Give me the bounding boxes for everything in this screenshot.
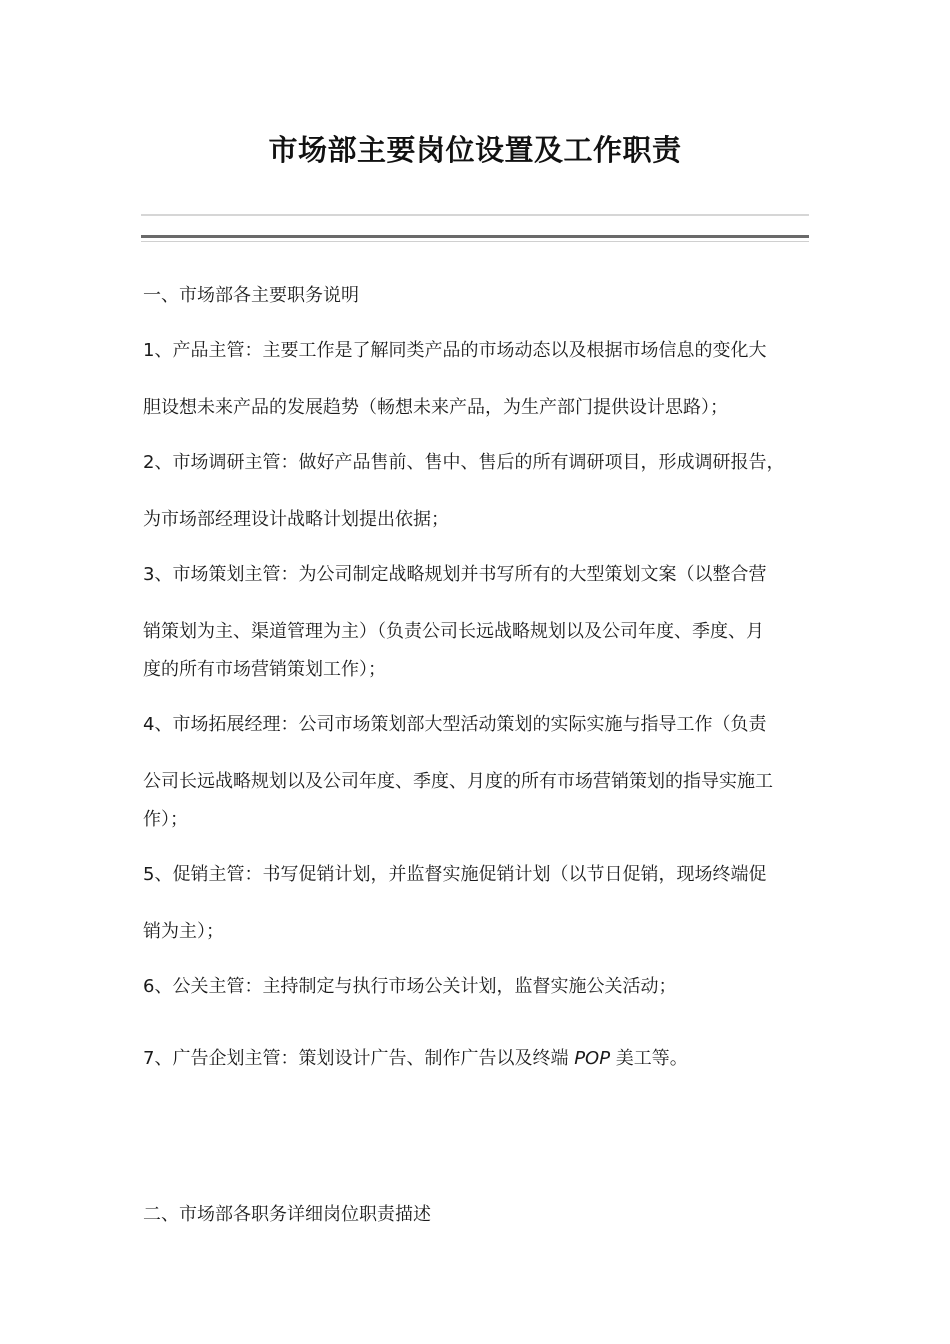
item-3-line-1 xyxy=(143,560,823,586)
item-3-line-3: 度的所有市场营销策划工作）； xyxy=(143,659,386,680)
item-7-text-before: 、广告企划主管：策划设计广告、制作广告以及终端 xyxy=(154,1048,575,1069)
item-1-line-2: 胆设想未来产品的发展趋势（畅想未来产品，为生产部门提供设计思路）； xyxy=(143,397,728,418)
item-1-text-1: 、产品主管：主要工作是了解同类产品的市场动态以及根据市场信息的变化大 xyxy=(154,340,767,361)
item-3-number: 3 xyxy=(143,564,155,585)
item-4-line-1 xyxy=(143,710,823,736)
item-5-number: 5 xyxy=(143,864,155,885)
item-6-number: 6 xyxy=(143,976,155,997)
section-1-heading: 一、市场部各主要职务说明 xyxy=(143,285,359,306)
item-7-line-1 xyxy=(143,1044,823,1070)
item-5-text-1: 、促销主管：书写促销计划，并监督实施促销计划（以节日促销，现场终端促 xyxy=(154,864,767,885)
title-divider-shadow xyxy=(141,241,809,242)
item-6-text-1: 、公关主管：主持制定与执行市场公关计划，监督实施公关活动； xyxy=(154,976,677,997)
item-3-text-1: 、市场策划主管：为公司制定战略规划并书写所有的大型策划文案（以整合营 xyxy=(154,564,767,585)
item-2-line-1 xyxy=(143,448,823,474)
item-4-text-1: 、市场拓展经理：公司市场策划部大型活动策划的实际实施与指导工作（负责 xyxy=(154,714,767,735)
item-7-text-after: 美工等。 xyxy=(610,1048,688,1069)
item-7-latin-pop: POP xyxy=(574,1048,611,1069)
title-divider-thin xyxy=(141,214,809,216)
item-1-number: 1 xyxy=(143,340,155,361)
item-4-number: 4 xyxy=(143,714,155,735)
section-2-heading: 二、市场部各职务详细岗位职责描述 xyxy=(143,1204,431,1225)
item-4-line-2: 公司长远战略规划以及公司年度、季度、月度的所有市场营销策划的指导实施工 xyxy=(143,771,773,792)
item-5-line-1 xyxy=(143,860,823,886)
item-7-number: 7 xyxy=(143,1048,155,1069)
item-3-line-2: 销策划为主、渠道管理为主）（负责公司长远战略规划以及公司年度、季度、月 xyxy=(143,621,764,642)
title-divider-thick xyxy=(141,235,809,238)
item-4-line-3: 作）； xyxy=(143,809,188,830)
document-title: 市场部主要岗位设置及工作职责 xyxy=(268,133,682,167)
item-2-text-1: 、市场调研主管：做好产品售前、售中、售后的所有调研项目，形成调研报告， xyxy=(154,452,785,473)
item-5-line-2: 销为主）； xyxy=(143,921,224,942)
item-1-line-1 xyxy=(143,336,823,362)
item-6-line-1 xyxy=(143,972,823,998)
item-2-line-2: 为市场部经理设计战略计划提出依据； xyxy=(143,509,449,530)
item-2-number: 2 xyxy=(143,452,155,473)
